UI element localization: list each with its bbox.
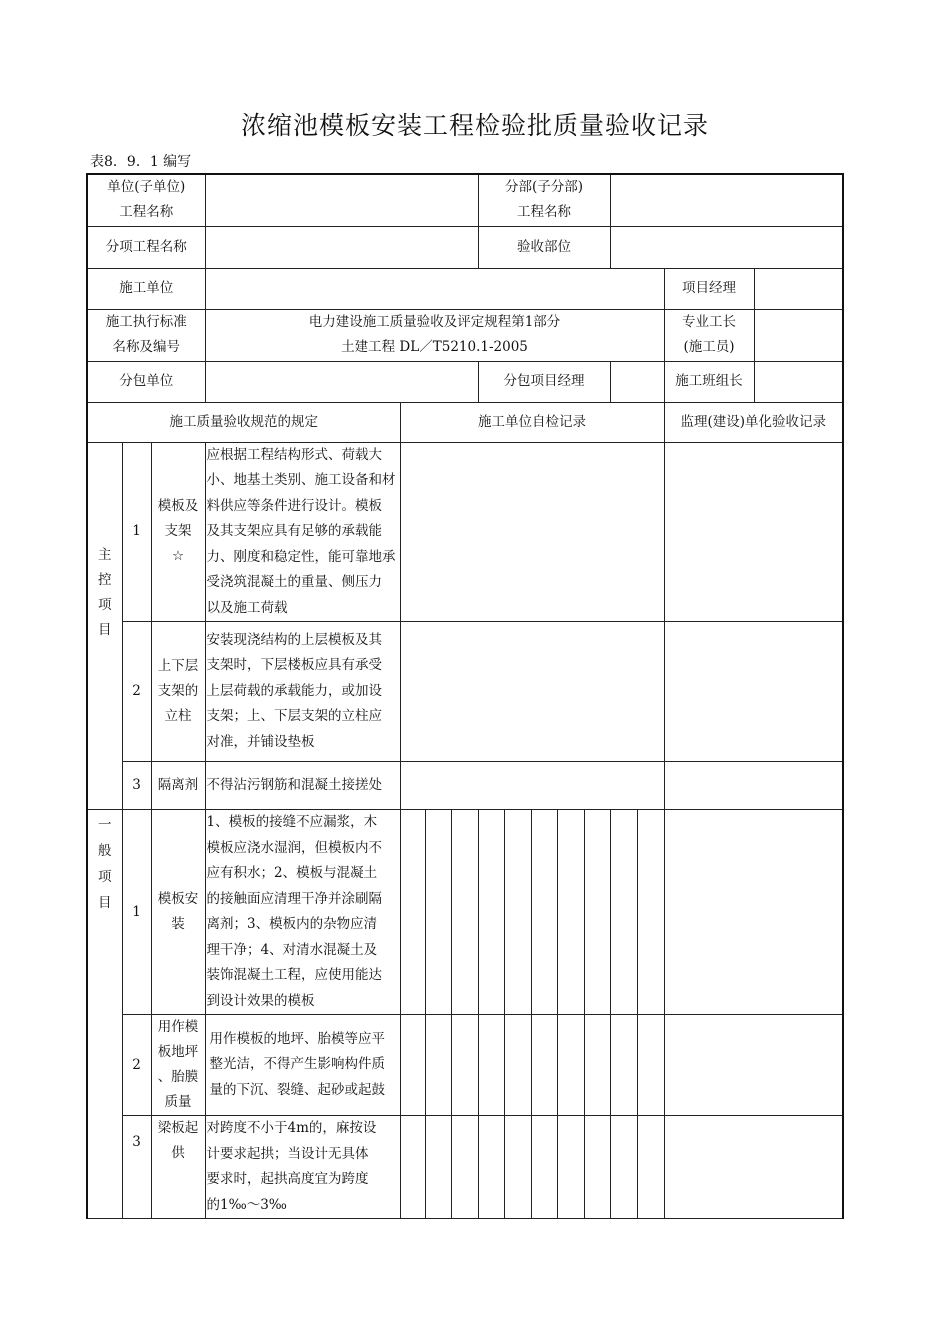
item-requirement: 安装现浇结构的上层模板及其 支架时，下层楼板应具有承受 上层荷载的承载能力，或加设 支架；上、下层支架的立柱应 对准，并铺设垫板 [205, 622, 400, 762]
main-control-label: 主 控 项 目 [87, 442, 122, 810]
supervision-cell[interactable] [664, 810, 843, 1015]
check-point-cell[interactable] [451, 1116, 478, 1219]
supervision-column-header: 监理(建设)单化验收记录 [664, 402, 843, 442]
self-check-cell[interactable] [400, 442, 664, 622]
item-number: 3 [122, 762, 151, 810]
construction-unit-label: 施工单位 [87, 268, 205, 309]
check-point-cell[interactable] [451, 1015, 478, 1116]
check-point-cell[interactable] [504, 810, 531, 1015]
check-point-cell[interactable] [557, 810, 584, 1015]
check-point-cell[interactable] [400, 1015, 425, 1116]
supervision-cell[interactable] [664, 622, 843, 762]
check-point-cell[interactable] [637, 1015, 664, 1116]
supervision-cell[interactable] [664, 762, 843, 810]
sub-project-manager-value[interactable] [610, 361, 664, 402]
table-number: 表8．9．1 编写 [90, 154, 192, 170]
check-point-cell[interactable] [504, 1015, 531, 1116]
general-items-label: 一 般 项 目 [87, 810, 122, 1219]
check-point-cell[interactable] [478, 1116, 504, 1219]
self-check-cell[interactable] [400, 762, 664, 810]
item-name: 用作模 板地坪 、胎膜 质量 [151, 1015, 205, 1116]
team-leader-label: 施工班组长 [664, 361, 754, 402]
division-value[interactable] [610, 174, 843, 226]
self-check-cell[interactable] [400, 622, 664, 762]
foreman-value[interactable] [754, 309, 843, 361]
page-title: 浓缩池模板安装工程检验批质量验收记录 [240, 111, 709, 140]
supervision-cell[interactable] [664, 442, 843, 622]
item-number: 2 [122, 622, 151, 762]
check-point-cell[interactable] [531, 810, 557, 1015]
division-label: 分部(子分部) 工程名称 [478, 174, 610, 226]
check-point-cell[interactable] [425, 1116, 451, 1219]
check-point-cell[interactable] [584, 1015, 610, 1116]
check-point-cell[interactable] [531, 1015, 557, 1116]
supervision-cell[interactable] [664, 1015, 843, 1116]
check-point-cell[interactable] [400, 810, 425, 1015]
unit-project-label: 单位(子单位) 工程名称 [87, 174, 205, 226]
self-check-column-header: 施工单位自检记录 [400, 402, 664, 442]
standard-value: 电力建设施工质量验收及评定规程第1部分 土建工程 DL／T5210.1-2005 [205, 309, 664, 361]
acceptance-part-value[interactable] [610, 226, 843, 268]
check-point-cell[interactable] [557, 1015, 584, 1116]
check-point-cell[interactable] [610, 1116, 637, 1219]
check-point-cell[interactable] [451, 810, 478, 1015]
item-number: 1 [122, 810, 151, 1015]
subcontractor-label: 分包单位 [87, 361, 205, 402]
acceptance-part-label: 验收部位 [478, 226, 610, 268]
item-name: 模板及 支架 ☆ [151, 442, 205, 622]
check-point-cell[interactable] [400, 1116, 425, 1219]
subitem-label: 分项工程名称 [87, 226, 205, 268]
check-point-cell[interactable] [637, 1116, 664, 1219]
item-name: 梁板起 供 [151, 1116, 205, 1219]
item-requirement: 不得沾污钢筋和混凝土接搓处 [205, 762, 400, 810]
item-name: 上下层 支架的 立柱 [151, 622, 205, 762]
subcontractor-value[interactable] [205, 361, 478, 402]
check-point-cell[interactable] [504, 1116, 531, 1219]
supervision-cell[interactable] [664, 1116, 843, 1219]
check-point-cell[interactable] [531, 1116, 557, 1219]
subitem-value[interactable] [205, 226, 478, 268]
check-point-cell[interactable] [610, 1015, 637, 1116]
item-number: 1 [122, 442, 151, 622]
check-point-cell[interactable] [584, 810, 610, 1015]
check-point-cell[interactable] [637, 810, 664, 1015]
item-requirement: 用作模板的地坪、胎模等应平 整光洁，不得产生影响构件质 量的下沉、裂缝、起砂或起鼓 [205, 1015, 400, 1116]
check-point-cell[interactable] [478, 1015, 504, 1116]
construction-unit-value[interactable] [205, 268, 664, 309]
item-number: 2 [122, 1015, 151, 1116]
item-requirement: 应根据工程结构形式、荷载大 小、地基土类别、施工设备和材 料供应等条件进行设计。模板 及其支架应具有足够的承载能 力、刚度和稳定性，能可靠地承 受浇筑混凝土的重量、侧压力 以及施工荷载 [205, 442, 400, 622]
item-number: 3 [122, 1116, 151, 1219]
item-name: 模板安 装 [151, 810, 205, 1015]
project-manager-label: 项目经理 [664, 268, 754, 309]
team-leader-value[interactable] [754, 361, 843, 402]
sub-project-manager-label: 分包项目经理 [478, 361, 610, 402]
acceptance-record-table [86, 173, 844, 1219]
item-name: 隔离剂 [151, 762, 205, 810]
check-point-cell[interactable] [478, 810, 504, 1015]
item-requirement: 1、模板的接缝不应漏浆，木 模板应浇水湿润，但模板内不 应有积水；2、模板与混凝土 的接触面应清理干净并涂刷隔 离剂；3、模板内的杂物应清 理干净；4、对清水混凝土及 装饰混凝土工程，应使用能达 到设计效果的模板 [205, 810, 400, 1015]
spec-column-header: 施工质量验收规范的规定 [87, 402, 400, 442]
foreman-label: 专业工长 (施工员) [664, 309, 754, 361]
check-point-cell[interactable] [425, 1015, 451, 1116]
check-point-cell[interactable] [425, 810, 451, 1015]
standard-label: 施工执行标准 名称及编号 [87, 309, 205, 361]
item-requirement: 对跨度不小于4m的，麻按设 计要求起拱；当设计无具体 要求时，起拱高度宜为跨度 的1‰～3‰ [205, 1116, 400, 1219]
unit-project-value[interactable] [205, 174, 478, 226]
check-point-cell[interactable] [557, 1116, 584, 1219]
project-manager-value[interactable] [754, 268, 843, 309]
check-point-cell[interactable] [584, 1116, 610, 1219]
check-point-cell[interactable] [610, 810, 637, 1015]
